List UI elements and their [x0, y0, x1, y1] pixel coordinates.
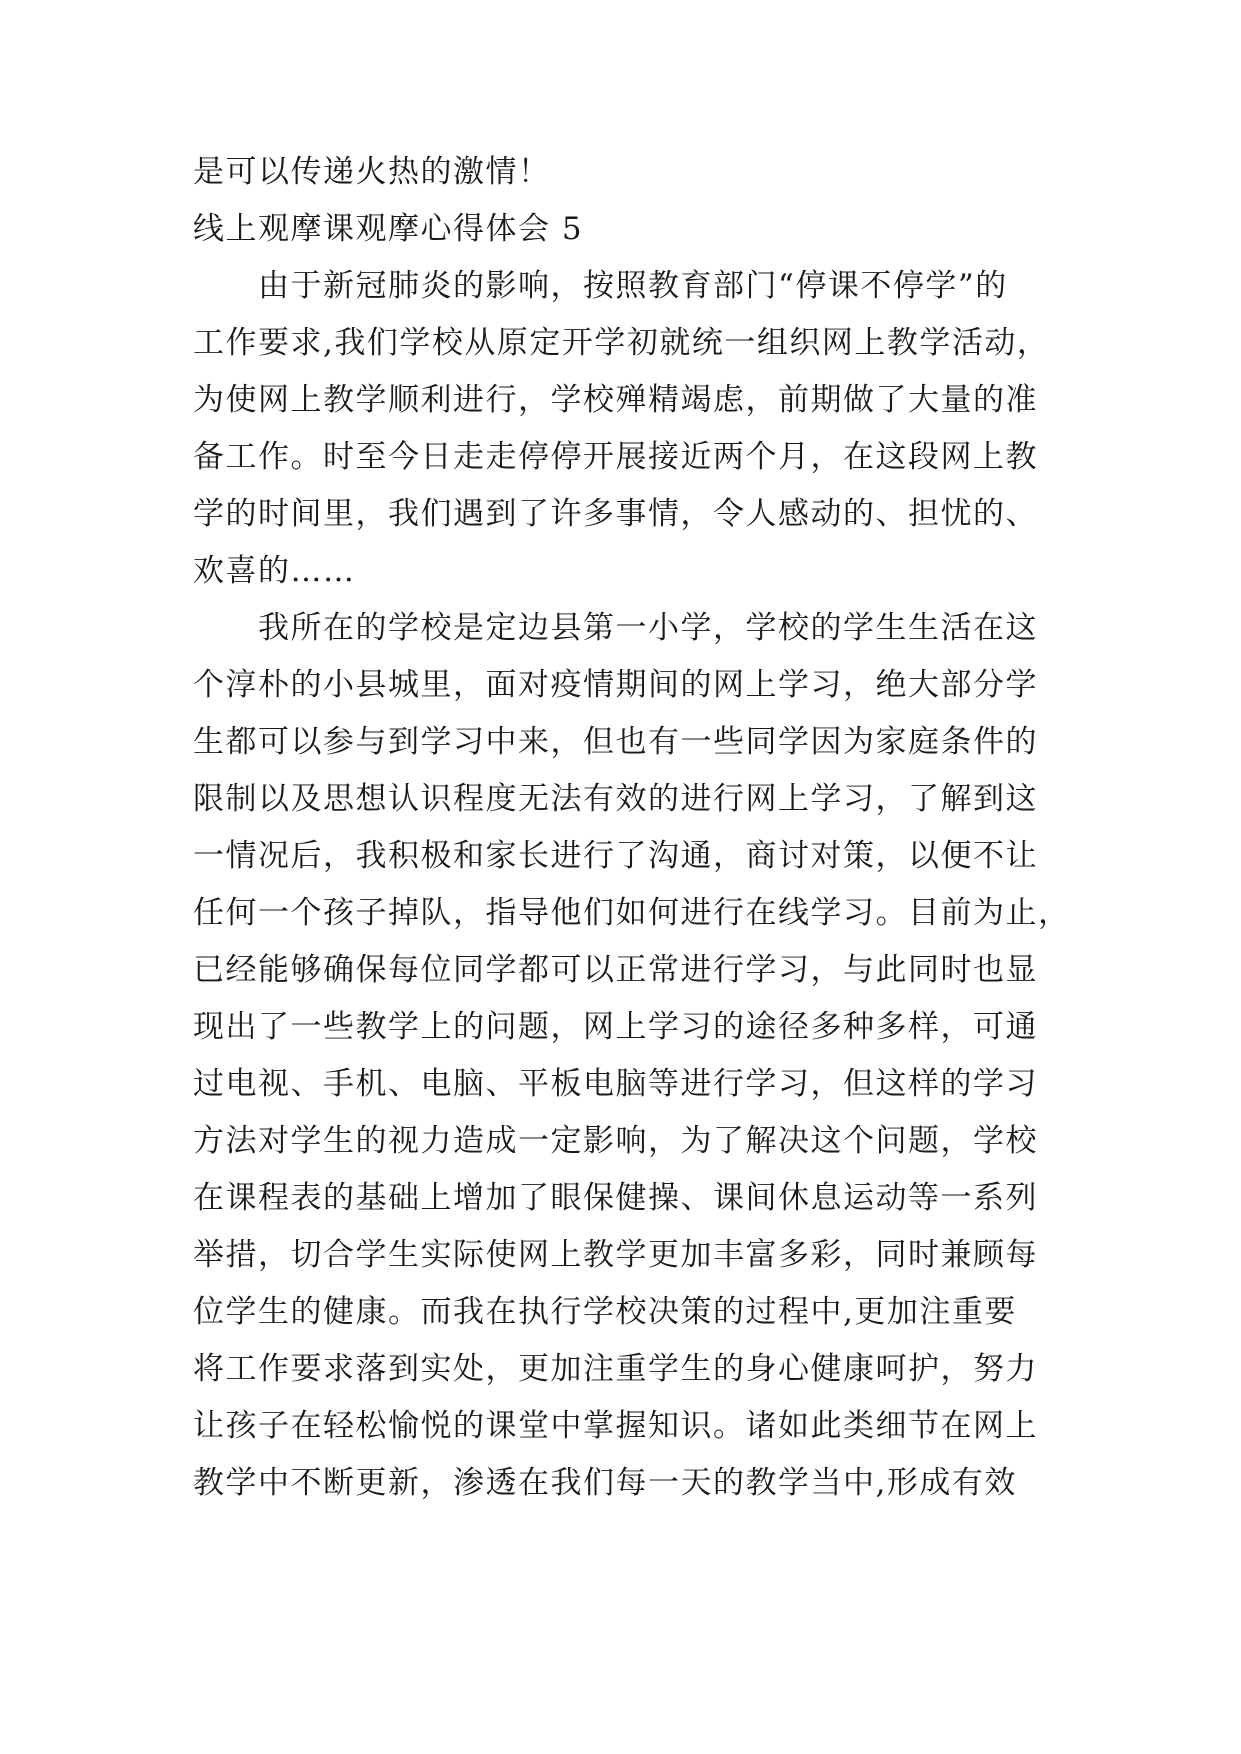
paragraph-1-line: 学的时间里，我们遇到了许多事情，令人感动的、担忧的、: [193, 496, 1038, 532]
paragraph-2-line: 现出了一些教学上的问题，网上学习的途径多种多样，可通: [193, 1009, 1038, 1045]
paragraph-2-line: 一情况后，我积极和家长进行了沟通，商讨对策，以便不让: [193, 838, 1038, 874]
text-line-continuation: 是可以传递火热的激情！: [193, 154, 551, 190]
paragraph-2-line: 举措，切合学生实际使网上教学更加丰富多彩，同时兼顾每: [193, 1237, 1038, 1273]
paragraph-2-line: 生都可以参与到学习中来，但也有一些同学因为家庭条件的: [193, 724, 1038, 760]
paragraph-2-line: 将工作要求落到实处，更加注重学生的身心健康呵护，努力: [193, 1351, 1038, 1387]
paragraph-2-line: 方法对学生的视力造成一定影响，为了解决这个问题，学校: [193, 1123, 1038, 1159]
paragraph-1-line: 为使网上教学顺利进行，学校殚精竭虑，前期做了大量的准: [193, 382, 1038, 418]
section-heading: 线上观摩课观摩心得体会 5: [193, 211, 584, 247]
paragraph-1-line: 备工作。时至今日走走停停开展接近两个月，在这段网上教: [193, 439, 1038, 475]
paragraph-2-line: 限制以及思想认识程度无法有效的进行网上学习，了解到这: [193, 781, 1038, 817]
paragraph-2-line: 教学中不断更新，渗透在我们每一天的教学当中,形成有效: [193, 1465, 1017, 1501]
paragraph-2-line: 过电视、手机、电脑、平板电脑等进行学习，但这样的学习: [193, 1066, 1038, 1102]
paragraph-2-line: 位学生的健康。而我在执行学校决策的过程中,更加注重要: [193, 1294, 1017, 1330]
paragraph-1-line: 工作要求,我们学校从原定开学初就统一组织网上教学活动，: [193, 325, 1050, 361]
paragraph-1-line: 欢喜的……: [193, 553, 356, 589]
paragraph-2-line: 我所在的学校是定边县第一小学，学校的学生生活在这: [258, 610, 1038, 646]
paragraph-2-line: 已经能够确保每位同学都可以正常进行学习，与此同时也显: [193, 952, 1038, 988]
paragraph-2-line: 个淳朴的小县城里，面对疫情期间的网上学习，绝大部分学: [193, 667, 1038, 703]
paragraph-2-line: 在课程表的基础上增加了眼保健操、课间休息运动等一系列: [193, 1180, 1038, 1216]
paragraph-2-line: 任何一个孩子掉队，指导他们如何进行在线学习。目前为止，: [193, 895, 1071, 931]
paragraph-2-line: 让孩子在轻松愉悦的课堂中掌握知识。诸如此类细节在网上: [193, 1408, 1038, 1444]
paragraph-1-line: 由于新冠肺炎的影响，按照教育部门“停课不停学”的: [258, 268, 1008, 304]
